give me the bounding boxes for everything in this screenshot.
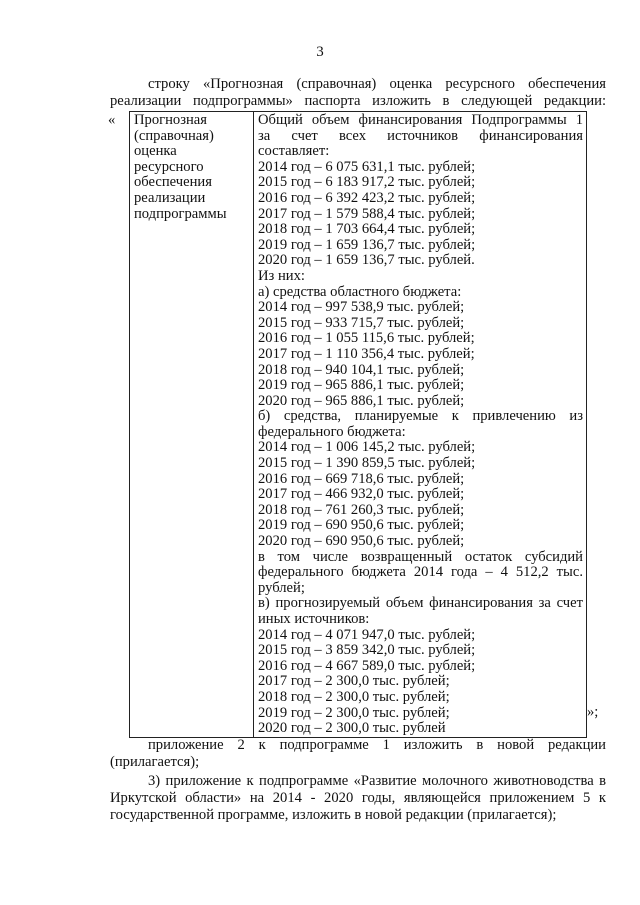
content-line: 2016 год – 4 667 589,0 тыс. рублей;	[258, 657, 476, 674]
content-line: 2019 год – 1 659 136,7 тыс. рублей;	[258, 236, 476, 253]
label-line: реализации	[134, 189, 206, 206]
item-3-line-3: государственной программе, изложить в новой редакции (прилагается);	[110, 807, 557, 823]
intro-line-1: строку «Прогнозная (справочная) оценка ресурсного обеспечения	[148, 76, 606, 92]
passport-table	[129, 111, 587, 738]
content-line: Общий объем финансирования Подпрограммы 1	[258, 112, 583, 128]
content-line: 2015 год – 933 715,7 тыс. рублей;	[258, 314, 465, 331]
item-3-line-2: Иркутской области» на 2014 - 2020 годы, являющейся приложением 5 к	[110, 790, 606, 806]
content-line: 2018 год – 1 703 664,4 тыс. рублей;	[258, 221, 476, 238]
content-line: 2019 год – 965 886,1 тыс. рублей;	[258, 377, 465, 394]
content-line: 2020 год – 2 300,0 тыс. рублей	[258, 720, 446, 737]
content-line: 2020 год – 690 950,6 тыс. рублей;	[258, 533, 465, 550]
content-line: 2015 год – 3 859 342,0 тыс. рублей;	[258, 642, 476, 659]
content-line: 2014 год – 4 071 947,0 тыс. рублей;	[258, 626, 476, 643]
content-line: за счет всех источников финансирования	[258, 127, 583, 144]
content-line: 2015 год – 1 390 859,5 тыс. рублей;	[258, 455, 476, 472]
content-line: 2019 год – 690 950,6 тыс. рублей;	[258, 517, 465, 534]
label-line: ресурсного	[134, 158, 204, 175]
content-line: федерального бюджета:	[258, 423, 406, 440]
content-line: в том числе возвращенный остаток субсидий	[258, 548, 583, 565]
content-line: иных источников:	[258, 611, 370, 627]
content-line: 2014 год – 6 075 631,1 тыс. рублей;	[258, 158, 476, 175]
content-line: 2017 год – 2 300,0 тыс. рублей;	[258, 673, 450, 690]
label-line: подпрограммы	[134, 205, 227, 222]
content-line: б) средства, планируемые к привлечению из	[258, 408, 583, 425]
label-line: обеспечения	[134, 174, 212, 191]
content-line: 2017 год – 466 932,0 тыс. рублей;	[258, 486, 465, 503]
closing-quote: »;	[587, 704, 599, 720]
content-line: 2017 год – 1 110 356,4 тыс. рублей;	[258, 345, 475, 362]
passport-row-content	[254, 112, 587, 738]
content-line: 2015 год – 6 183 917,2 тыс. рублей;	[258, 174, 476, 191]
label-line: (справочная)	[134, 127, 214, 144]
content-line: 2018 год – 761 260,3 тыс. рублей;	[258, 501, 465, 518]
content-line: 2016 год – 1 055 115,6 тыс. рублей;	[258, 330, 475, 347]
page-number: 3	[316, 44, 324, 60]
label-line: оценка	[134, 143, 177, 160]
content-line: а) средства областного бюджета:	[258, 283, 462, 300]
content-line: 2020 год – 1 659 136,7 тыс. рублей.	[258, 252, 475, 269]
content-line: 2018 год – 940 104,1 тыс. рублей;	[258, 361, 465, 378]
item-3-line-1: 3) приложение к подпрограмме «Развитие молочного животноводства в	[148, 773, 606, 789]
content-line: 2014 год – 1 006 145,2 тыс. рублей;	[258, 439, 476, 456]
appendix-2-line-2: (прилагается);	[110, 754, 200, 770]
label-line: Прогнозная	[134, 112, 207, 128]
content-line: в) прогнозируемый объем финансирования за счет	[258, 595, 583, 612]
content-line: 2018 год – 2 300,0 тыс. рублей;	[258, 688, 450, 705]
content-line: рублей;	[258, 579, 305, 596]
content-line: составляет:	[258, 143, 330, 160]
content-line: Из них:	[258, 267, 305, 284]
content-line: федерального бюджета 2014 года – 4 512,2 тыс.	[258, 564, 583, 581]
intro-line-2: реализации подпрограммы» паспорта изложить в следующей редакции:	[110, 93, 606, 109]
passport-row-label	[130, 112, 254, 738]
appendix-2-line-1: приложение 2 к подпрограмме 1 изложить в новой редакции	[148, 737, 606, 753]
content-line: 2016 год – 669 718,6 тыс. рублей;	[258, 470, 465, 487]
content-line: 2014 год – 997 538,9 тыс. рублей;	[258, 299, 465, 316]
content-line: 2019 год – 2 300,0 тыс. рублей;	[258, 704, 450, 721]
content-line: 2017 год – 1 579 588,4 тыс. рублей;	[258, 205, 476, 222]
content-line: 2020 год – 965 886,1 тыс. рублей;	[258, 392, 465, 409]
content-line: 2016 год – 6 392 423,2 тыс. рублей;	[258, 189, 476, 206]
passport-row	[130, 112, 587, 738]
opening-quote: «	[108, 112, 116, 128]
